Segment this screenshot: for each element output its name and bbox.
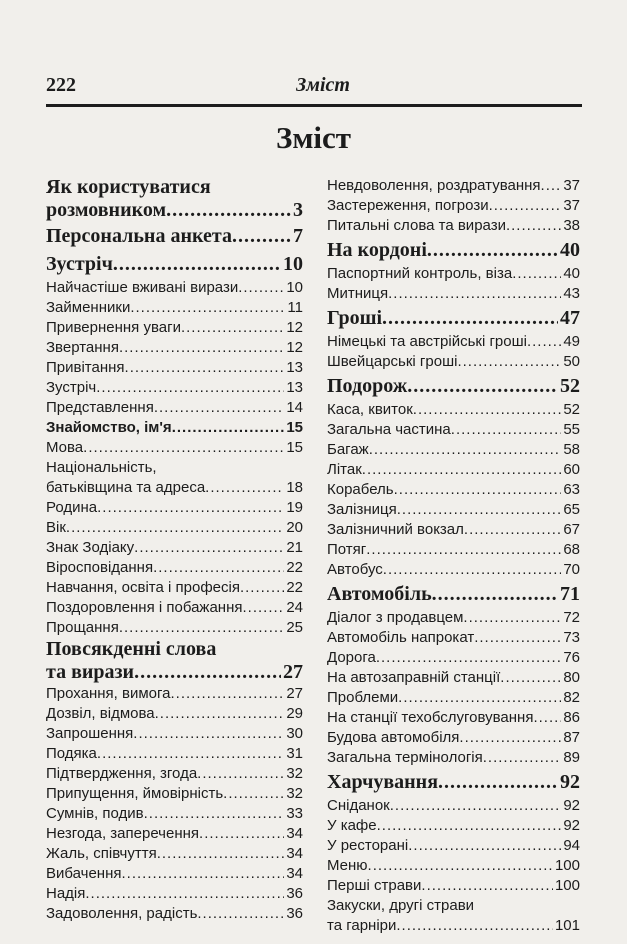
toc-entry-page: 32	[286, 765, 303, 782]
toc-entry[interactable]	[327, 668, 580, 688]
toc-entry[interactable]	[327, 372, 580, 400]
toc-entry[interactable]	[46, 378, 303, 398]
toc-entry[interactable]	[327, 176, 580, 196]
dot-leader	[427, 236, 558, 264]
toc-entry-label: Залізничний вокзал	[327, 521, 464, 538]
toc-entry-page: 101	[554, 917, 580, 934]
toc-entry-page: 47	[560, 307, 580, 329]
running-title: Зміст	[296, 74, 350, 96]
toc-entry-page: 22	[286, 579, 303, 596]
toc-entry-label: Мова	[46, 439, 84, 456]
toc-entry-page: 43	[563, 285, 580, 302]
toc-entry-label: розмовником	[46, 199, 167, 221]
dot-leader	[113, 250, 281, 278]
toc-entry-page: 13	[286, 379, 303, 396]
toc-entry-label: та вирази	[46, 661, 135, 683]
toc-entry-label: Віросповідання	[46, 559, 154, 576]
toc-entry-label: Паспортний контроль, віза	[327, 265, 513, 282]
dot-leader	[119, 338, 284, 358]
toc-entry-page: 37	[563, 177, 580, 194]
toc-entry[interactable]	[46, 298, 303, 318]
toc-entry-label: Задоволення, радість	[46, 905, 198, 922]
toc-entry-page: 50	[563, 353, 580, 370]
toc-entry-label: Вік	[46, 519, 66, 536]
toc-entry-label: Питальні слова та вирази	[327, 217, 506, 234]
toc-entry-page: 34	[286, 865, 303, 882]
toc-entry-page: 36	[286, 905, 303, 922]
toc-entry[interactable]	[327, 688, 580, 708]
toc-entry-label: Знак Зодіаку	[46, 539, 135, 556]
dot-leader	[483, 748, 562, 768]
toc-entry-label: Дозвіл, відмова	[46, 705, 155, 722]
toc-entry-label: Залізниця	[327, 501, 397, 518]
toc-entry-page: 67	[563, 521, 580, 538]
toc-entry-label: Підтвердження, згода	[46, 765, 198, 782]
toc-entry-label: У ресторані	[327, 837, 409, 854]
toc-entry-label: На станції техобслуговування	[327, 709, 534, 726]
dot-leader	[366, 540, 561, 560]
dot-leader	[119, 618, 284, 638]
toc-entry[interactable]	[46, 538, 303, 558]
toc-entry[interactable]	[46, 724, 303, 744]
toc-entry[interactable]	[46, 458, 303, 498]
toc-entry[interactable]	[46, 358, 303, 378]
toc-entry-page: 30	[286, 725, 303, 742]
toc-entry-page: 76	[563, 649, 580, 666]
toc-entry[interactable]	[46, 598, 303, 618]
dot-leader	[199, 824, 284, 844]
toc-entry-page: 60	[563, 461, 580, 478]
toc-entry[interactable]	[46, 176, 303, 222]
toc-entry-page: 25	[286, 619, 303, 636]
toc-entry-page: 10	[283, 253, 303, 275]
dot-leader	[464, 520, 561, 540]
toc-entry[interactable]	[327, 460, 580, 480]
dot-leader	[527, 332, 561, 352]
dot-leader	[432, 580, 558, 608]
toc-entry[interactable]	[46, 278, 303, 298]
toc-entry-page: 89	[563, 749, 580, 766]
dot-leader	[396, 916, 553, 936]
page-title: Зміст	[275, 120, 352, 155]
toc-entry[interactable]	[46, 618, 303, 638]
toc-entry-page: 87	[563, 729, 580, 746]
toc-entry-page: 40	[563, 265, 580, 282]
toc-entry-label: Займенники	[46, 299, 131, 316]
running-header	[46, 74, 582, 100]
dot-leader	[83, 438, 284, 458]
dot-leader	[489, 196, 562, 216]
dot-leader	[96, 378, 284, 398]
dot-leader	[474, 628, 561, 648]
toc-entry-label: Загальна термінологія	[327, 749, 483, 766]
toc-entry-page: 13	[286, 359, 303, 376]
toc-entry-page: 21	[286, 539, 303, 556]
dot-leader	[144, 804, 285, 824]
toc-entry-page: 12	[286, 319, 303, 336]
toc-entry[interactable]	[327, 836, 580, 856]
dot-leader	[232, 222, 291, 250]
dot-leader	[238, 278, 284, 298]
toc-entry[interactable]	[327, 480, 580, 500]
toc-entry-label: Вибачення	[46, 865, 122, 882]
toc-entry-page: 63	[563, 481, 580, 498]
toc-entry-page: 58	[563, 441, 580, 458]
dot-leader	[369, 440, 562, 460]
dot-leader	[438, 768, 558, 796]
toc-entry-label: Сумнів, подив	[46, 805, 144, 822]
dot-leader	[125, 358, 285, 378]
toc-entry-page: 18	[286, 479, 303, 496]
dot-leader	[376, 648, 561, 668]
dot-leader	[166, 199, 291, 222]
toc-entry-label: Діалог з продавцем	[327, 609, 464, 626]
dot-leader	[388, 284, 561, 304]
toc-entry-page: 92	[563, 797, 580, 814]
dot-leader	[506, 216, 561, 236]
toc-entry[interactable]	[327, 608, 580, 628]
dot-leader	[66, 518, 284, 538]
dot-leader	[383, 560, 562, 580]
dot-leader	[133, 724, 284, 744]
toc-entry-page: 82	[563, 689, 580, 706]
toc-entry[interactable]	[46, 638, 303, 684]
toc-entry-label: Представлення	[46, 399, 154, 416]
toc-entry-page: 92	[560, 771, 580, 793]
toc-entry[interactable]	[327, 196, 580, 216]
header-rule	[46, 104, 582, 107]
toc-entry-label: Перші страви	[327, 877, 422, 894]
toc-entry[interactable]	[327, 648, 580, 668]
toc-entry-label: Літак	[327, 461, 362, 478]
toc-entry-label: Звертання	[46, 339, 119, 356]
toc-entry[interactable]	[327, 284, 580, 304]
toc-entry[interactable]	[327, 876, 580, 896]
toc-entry-page: 68	[563, 541, 580, 558]
toc-entry-page: 38	[563, 217, 580, 234]
toc-entry-page: 100	[554, 857, 580, 874]
toc-entry-label: Автобус	[327, 561, 383, 578]
toc-entry[interactable]	[46, 884, 303, 904]
toc-entry-page: 15	[286, 439, 303, 456]
toc-entry[interactable]	[327, 628, 580, 648]
toc-entry-label: На кордоні	[327, 239, 427, 261]
toc-entry-label-line1: Повсякденні слова	[46, 638, 217, 660]
page-number: 222	[46, 74, 76, 96]
dot-leader	[368, 856, 553, 876]
toc-entry-page: 34	[286, 825, 303, 842]
toc-entry[interactable]	[327, 352, 580, 372]
toc-entry-page: 27	[283, 661, 303, 683]
toc-entry[interactable]	[46, 498, 303, 518]
toc-entry[interactable]	[327, 500, 580, 520]
toc-entry-page: 10	[286, 279, 303, 296]
dot-leader	[155, 704, 285, 724]
toc-entry[interactable]	[46, 518, 303, 538]
dot-leader	[397, 500, 562, 520]
toc-entry[interactable]	[46, 784, 303, 804]
toc-entry[interactable]	[46, 438, 303, 458]
toc-entry-label: Знайомство, ім'я	[46, 419, 172, 436]
toc-entry-label: Привернення уваги	[46, 319, 181, 336]
toc-entry-page: 24	[286, 599, 303, 616]
dot-leader	[197, 904, 284, 924]
toc-entry[interactable]	[46, 904, 303, 924]
toc-entry[interactable]	[46, 318, 303, 338]
toc-entry-label: Автомобіль	[327, 583, 432, 605]
toc-entry-label: та гарніри	[327, 917, 397, 934]
toc-entry-label: Швейцарські гроші	[327, 353, 458, 370]
toc-entry-label: Привітання	[46, 359, 125, 376]
toc-entry[interactable]	[46, 744, 303, 764]
toc-entry[interactable]	[327, 580, 580, 608]
toc-entry-label: Харчування	[327, 771, 439, 793]
dot-leader	[85, 884, 284, 904]
dot-leader	[122, 864, 285, 884]
toc-right-column	[327, 176, 580, 936]
toc-entry-label: Подяка	[46, 745, 97, 762]
toc-entry[interactable]	[327, 540, 580, 560]
toc-entry-page: 27	[286, 685, 303, 702]
dot-leader	[242, 598, 284, 618]
dot-leader	[463, 608, 561, 628]
toc-entry-label-line1: Закуски, другі страви	[327, 897, 475, 914]
toc-entry-page: 40	[560, 239, 580, 261]
toc-entry-label: Сніданок	[327, 797, 390, 814]
toc-entry-page: 29	[286, 705, 303, 722]
toc-entry-label: Навчання, освіта і професія	[46, 579, 240, 596]
toc-entry-label: Родина	[46, 499, 98, 516]
toc-entry-label: Проблеми	[327, 689, 399, 706]
dot-leader	[459, 728, 561, 748]
toc-entry[interactable]	[327, 560, 580, 580]
dot-leader	[512, 264, 561, 284]
toc-entry-page: 73	[563, 629, 580, 646]
toc-entry[interactable]	[327, 768, 580, 796]
dot-leader	[407, 372, 558, 400]
toc-entry-page: 94	[563, 837, 580, 854]
toc-entry-label: Потяг	[327, 541, 367, 558]
toc-entry[interactable]	[46, 578, 303, 598]
toc-entry[interactable]	[327, 400, 580, 420]
toc-entry[interactable]	[327, 264, 580, 284]
toc-entry-page: 3	[293, 199, 303, 221]
toc-entry-page: 33	[286, 805, 303, 822]
toc-entry-page: 32	[286, 785, 303, 802]
dot-leader	[134, 661, 281, 684]
toc-entry-page: 52	[563, 401, 580, 418]
toc-entry[interactable]	[46, 864, 303, 884]
toc-entry-label: Поздоровлення і побажання	[46, 599, 243, 616]
dot-leader	[413, 400, 562, 420]
toc-entry[interactable]	[46, 222, 303, 250]
dot-leader	[362, 460, 562, 480]
toc-entry[interactable]	[46, 824, 303, 844]
toc-entry[interactable]	[46, 704, 303, 724]
toc-entry-page: 71	[560, 583, 580, 605]
toc-entry-page: 37	[563, 197, 580, 214]
toc-entry-label: У кафе	[327, 817, 377, 834]
toc-entry-label: Каса, квиток	[327, 401, 413, 418]
toc-entry[interactable]	[327, 796, 580, 816]
toc-entry-label: Прохання, вимога	[46, 685, 171, 702]
dot-leader	[134, 538, 284, 558]
dot-leader	[382, 304, 558, 332]
dot-leader	[170, 684, 284, 704]
toc-entry[interactable]	[46, 764, 303, 784]
toc-entry-page: 14	[286, 399, 303, 416]
toc-entry[interactable]	[327, 236, 580, 264]
toc-entry[interactable]	[46, 398, 303, 418]
dot-leader	[533, 708, 561, 728]
toc-entry[interactable]	[46, 844, 303, 864]
toc-left-column	[46, 176, 303, 924]
toc-entry-label: Надія	[46, 885, 86, 902]
toc-entry[interactable]	[327, 708, 580, 728]
toc-entry-page: 36	[286, 885, 303, 902]
dot-leader	[205, 478, 284, 498]
toc-entry-page: 80	[563, 669, 580, 686]
toc-entry[interactable]	[46, 250, 303, 278]
toc-entry-label: Запрошення	[46, 725, 134, 742]
toc-entry-label: Будова автомобіля	[327, 729, 460, 746]
dot-leader	[240, 578, 284, 598]
dot-leader	[451, 420, 562, 440]
toc-entry-page: 86	[563, 709, 580, 726]
toc-entry[interactable]	[327, 304, 580, 332]
toc-entry-label: Гроші	[327, 307, 383, 329]
toc-entry-page: 19	[286, 499, 303, 516]
toc-entry-page: 49	[563, 333, 580, 350]
dot-leader	[223, 784, 284, 804]
toc-entry-page: 100	[554, 877, 580, 894]
toc-entry-page: 65	[563, 501, 580, 518]
toc-entry-label: Найчастіше вживані вирази	[46, 279, 239, 296]
toc-entry-label: Персональна анкета	[46, 225, 232, 247]
dot-leader	[457, 352, 561, 372]
dot-leader	[157, 844, 285, 864]
toc-entry-label: Зустріч	[46, 253, 113, 275]
dot-leader	[408, 836, 561, 856]
toc-entry-label: Меню	[327, 857, 368, 874]
toc-entry[interactable]	[327, 748, 580, 768]
dot-leader	[377, 816, 562, 836]
dot-leader	[421, 876, 553, 896]
dot-leader	[154, 398, 284, 418]
dot-leader	[172, 418, 285, 438]
toc-entry-label: Німецькі та австрійські гроші	[327, 333, 527, 350]
toc-entry-label: Невдоволення, роздратування	[327, 177, 541, 194]
dot-leader	[390, 796, 562, 816]
toc-entry-label: Дорога	[327, 649, 376, 666]
dot-leader	[500, 668, 561, 688]
toc-entry-label: Автомобіль напрокат	[327, 629, 475, 646]
toc-entry[interactable]	[46, 338, 303, 358]
toc-entry[interactable]	[327, 816, 580, 836]
toc-entry-page: 92	[563, 817, 580, 834]
toc-entry-page: 11	[287, 299, 303, 316]
toc-entry[interactable]	[327, 728, 580, 748]
toc-entry[interactable]	[327, 420, 580, 440]
dot-leader	[130, 298, 285, 318]
dot-leader	[153, 558, 284, 578]
toc-entry[interactable]	[46, 684, 303, 704]
toc-entry-label: Подорож	[327, 375, 408, 397]
toc-entry-label: Застереження, погрози	[327, 197, 489, 214]
dot-leader	[97, 744, 284, 764]
toc-entry-label: На автозаправній станції	[327, 669, 501, 686]
toc-entry-page: 22	[286, 559, 303, 576]
toc-entry-page: 72	[563, 609, 580, 626]
toc-entry-page: 7	[293, 225, 303, 247]
toc-entry[interactable]	[327, 856, 580, 876]
dot-leader	[394, 480, 562, 500]
toc-entry[interactable]	[46, 804, 303, 824]
toc-entry-label: батьківщина та адреса	[46, 479, 206, 496]
toc-entry-page: 52	[560, 375, 580, 397]
dot-leader	[398, 688, 561, 708]
toc-entry-page: 55	[563, 421, 580, 438]
toc-entry-page: 12	[286, 339, 303, 356]
toc-entry-page: 70	[563, 561, 580, 578]
toc-entry-label: Зустріч	[46, 379, 97, 396]
dot-leader	[541, 176, 562, 196]
toc-entry-label: Незгода, заперечення	[46, 825, 200, 842]
toc-entry-label: Митниця	[327, 285, 389, 302]
toc-entry-label: Прощання	[46, 619, 119, 636]
toc-entry[interactable]	[327, 520, 580, 540]
toc-entry[interactable]	[327, 896, 580, 936]
toc-entry[interactable]	[46, 418, 303, 438]
toc-entry-label: Багаж	[327, 441, 369, 458]
dot-leader	[181, 318, 284, 338]
toc-entry[interactable]	[327, 332, 580, 352]
toc-entry-page: 15	[286, 419, 303, 436]
toc-entry[interactable]	[46, 558, 303, 578]
toc-entry[interactable]	[327, 216, 580, 236]
toc-entry-page: 31	[286, 745, 303, 762]
dot-leader	[97, 498, 284, 518]
toc-entry[interactable]	[327, 440, 580, 460]
toc-entry-label: Корабель	[327, 481, 394, 498]
toc-entry-label: Припущення, ймовірність	[46, 785, 224, 802]
toc-entry-label: Жаль, співчуття	[46, 845, 157, 862]
toc-entry-label-line1: Як користуватися	[46, 176, 211, 198]
toc-entry-page: 34	[286, 845, 303, 862]
toc-entry-page: 20	[286, 519, 303, 536]
dot-leader	[197, 764, 284, 784]
toc-entry-label: Загальна частина	[327, 421, 451, 438]
toc-entry-label-line1: Національність,	[46, 459, 157, 476]
